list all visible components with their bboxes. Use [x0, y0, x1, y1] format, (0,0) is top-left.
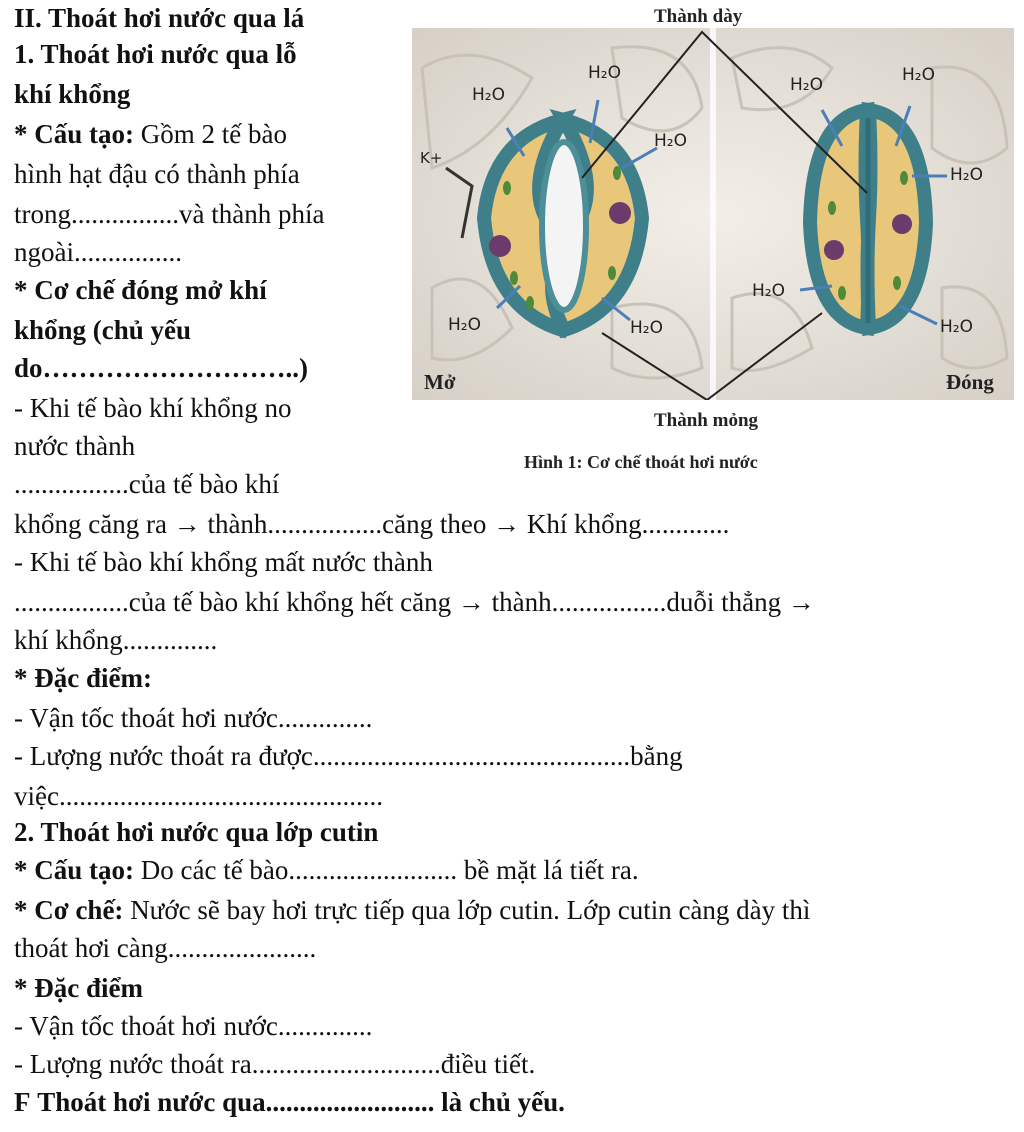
- line-text: II. Thoát hơi nước qua lá: [14, 3, 305, 33]
- h2o-label-1: H₂O: [472, 85, 505, 105]
- line-text: trong................và thành phía: [14, 199, 325, 229]
- line-text: khí khổng: [14, 79, 131, 109]
- text-line: [14, 466, 279, 502]
- line-text: - Vận tốc thoát hơi nước..............: [14, 703, 373, 733]
- text-line: [14, 544, 433, 580]
- text-line: [14, 506, 729, 542]
- h2o-label-5: H₂O: [630, 318, 663, 338]
- line-text: hình hạt đậu có thành phía: [14, 159, 300, 189]
- text-line: [14, 892, 810, 928]
- text-line: [14, 814, 378, 850]
- line-text: Nước sẽ bay hơi trực tiếp qua lớp cutin. Lớp cutin càng dày thì: [123, 895, 811, 925]
- figure-label-open: Mở: [424, 370, 456, 394]
- figure-label-thick-wall: Thành dày: [654, 6, 743, 27]
- nucleus-left: [489, 235, 511, 257]
- line-text: * Đặc điểm: [14, 973, 143, 1003]
- figure-label-closed: Đóng: [946, 370, 994, 394]
- line-text: Ϝ Thoát hơi nước qua......................... là chủ yếu.: [14, 1087, 565, 1117]
- text-line: [14, 76, 130, 112]
- h2o-label-4: H₂O: [448, 315, 481, 335]
- line-text: * Đặc điểm:: [14, 663, 152, 693]
- text-line: [14, 660, 152, 696]
- text-line: [14, 350, 308, 386]
- figure-caption: Hình 1: Cơ chế thoát hơi nước: [524, 452, 758, 472]
- text-line: [14, 622, 217, 658]
- text-line: [14, 312, 191, 348]
- text-line: [14, 852, 639, 888]
- h2o-label-2: H₂O: [588, 63, 621, 83]
- h2o-label-9: H₂O: [752, 281, 785, 301]
- line-text: - Khi tế bào khí khổng no: [14, 393, 292, 423]
- text-line: [14, 700, 372, 736]
- line-text: khí khổng..............: [14, 625, 218, 655]
- line-text: 1. Thoát hơi nước qua lỗ: [14, 39, 297, 69]
- text-line: [14, 428, 135, 464]
- closed-stoma: [810, 110, 926, 328]
- line-text: 2. Thoát hơi nước qua lớp cutin: [14, 817, 379, 847]
- line-text: thoát hơi càng......................: [14, 933, 317, 963]
- line-text: Do các tế bào......................... bề mặt lá tiết ra.: [134, 855, 639, 885]
- line-text: Gồm 2 tế bào: [134, 119, 287, 149]
- text-line: [14, 1084, 565, 1120]
- text-line: [14, 390, 291, 426]
- text-line: [14, 116, 287, 152]
- h2o-label-10: H₂O: [940, 317, 973, 337]
- text-line: [14, 930, 316, 966]
- stomata-figure: [412, 28, 1014, 400]
- text-line: [14, 970, 143, 1006]
- h2o-label-7: H₂O: [902, 65, 935, 85]
- text-line: [14, 36, 297, 72]
- h2o-label-3: H₂O: [654, 131, 687, 151]
- line-text: - Lượng nước thoát ra được...............................................bằng: [14, 741, 683, 771]
- text-line: [14, 0, 304, 36]
- line-text: nước thành: [14, 431, 136, 461]
- line-prefix: * Cơ chế:: [14, 895, 124, 925]
- line-text: khổng (chủ yếu: [14, 315, 192, 345]
- k-ion-label: K+: [420, 149, 443, 167]
- h2o-label-6: H₂O: [790, 75, 823, 95]
- line-text: ngoài................: [14, 237, 182, 267]
- stomatal-pore-open: [542, 142, 586, 310]
- line-text: do………………………..): [14, 353, 309, 383]
- line-prefix: * Cấu tạo:: [14, 855, 134, 885]
- text-line: [14, 156, 300, 192]
- line-text: - Khi tế bào khí khổng mất nước thành: [14, 547, 433, 577]
- line-text: * Cơ chế đóng mở khí: [14, 275, 267, 305]
- line-text: khổng căng ra → thành.................căng theo → Khí khổng.............: [14, 509, 730, 539]
- line-text: việc................................................: [14, 781, 383, 811]
- line-prefix: * Cấu tạo:: [14, 119, 134, 149]
- figure-label-thin-wall: Thành mỏng: [654, 410, 759, 431]
- h2o-label-8: H₂O: [950, 165, 983, 185]
- line-text: .................của tế bào khí khổng hết căng → thành.................duỗi thẳng →: [14, 587, 815, 617]
- line-text: - Vận tốc thoát hơi nước..............: [14, 1011, 373, 1041]
- text-line: [14, 234, 182, 270]
- text-line: [14, 778, 383, 814]
- line-text: - Lượng nước thoát ra............................điều tiết.: [14, 1049, 536, 1079]
- text-line: [14, 1008, 372, 1044]
- text-line: [14, 584, 815, 620]
- text-line: [14, 196, 324, 232]
- line-text: .................của tế bào khí: [14, 469, 280, 499]
- text-line: [14, 1046, 535, 1082]
- nucleus-right: [609, 202, 631, 224]
- text-line: [14, 272, 267, 308]
- text-line: [14, 738, 683, 774]
